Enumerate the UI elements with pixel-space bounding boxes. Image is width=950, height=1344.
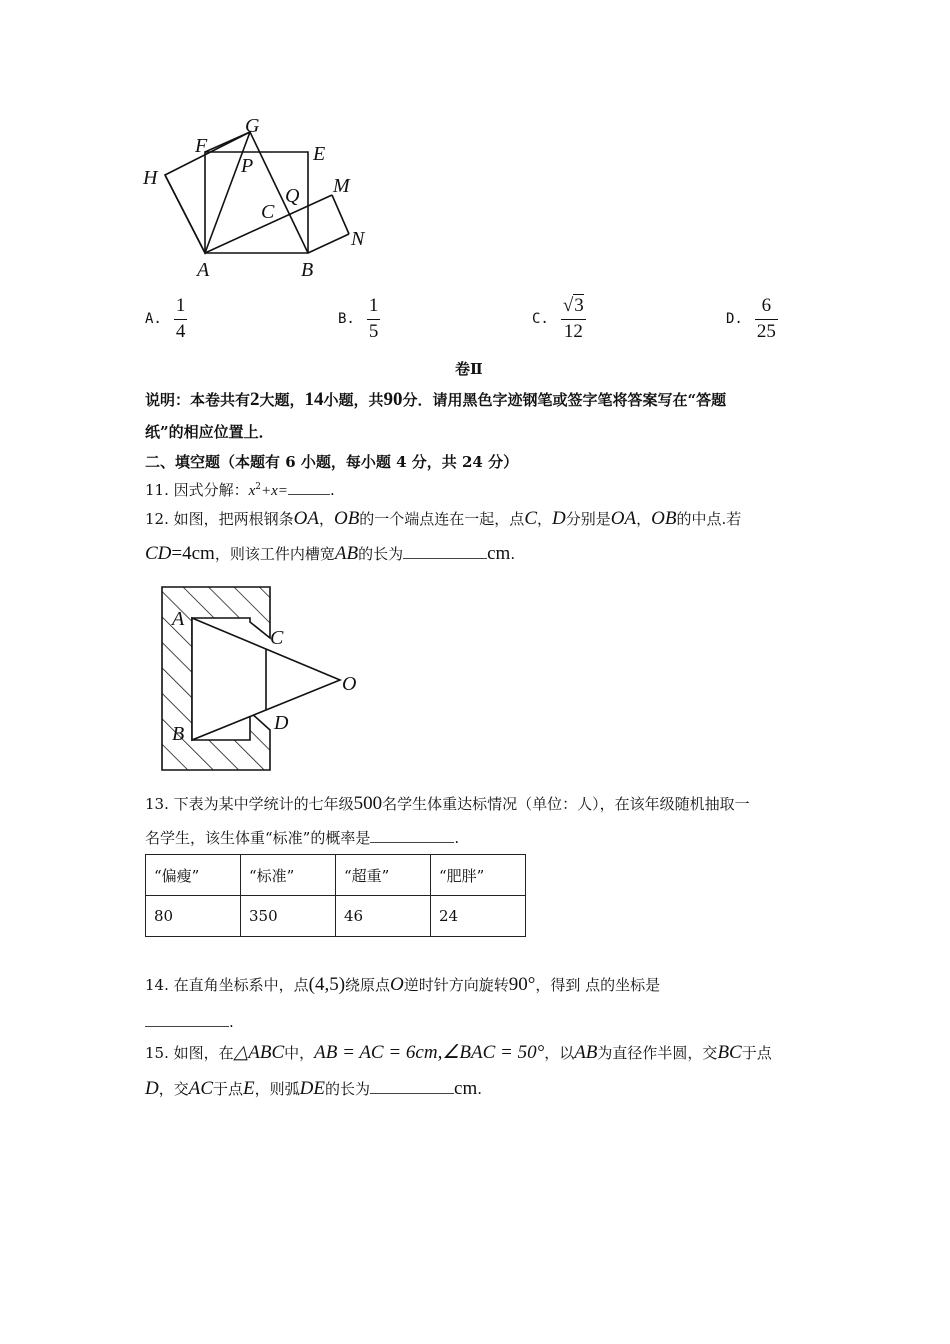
label-a: A: [197, 259, 210, 281]
label-c: C: [270, 627, 284, 649]
table-cell: 80: [146, 896, 241, 937]
label-h: H: [143, 167, 158, 189]
table-cell: 350: [241, 896, 336, 937]
option-a-fraction: $\frac{1}{4}$: [175, 295, 186, 342]
table-header-cell: “肥胖”: [431, 855, 526, 896]
answer-blank-11[interactable]: [288, 480, 330, 495]
label-p: P: [241, 155, 254, 177]
workpiece-figure: [150, 580, 370, 775]
option-c-fraction: $\frac{√3}{12}$: [562, 295, 584, 342]
radicand: 3: [574, 295, 584, 316]
question-13-line-1: 13. 下表为某中学统计的七年级500名学生体重达标情况（单位：人），在该年级随机抽取一: [145, 793, 750, 814]
option-b-fraction: $\frac{1}{5}$: [368, 295, 379, 342]
instructions-line-1: 说明：本卷共有2大题，14小题，共90分．请用黑色字迹钢笔或签字笔将答案写在“答题: [145, 389, 727, 410]
option-b-label: B.: [338, 311, 355, 328]
question-15-line-1: 15. 如图，在△ABC中，AB = AC = 6cm,∠BAC = 50°，以AB为直径作半圆，交BC于点: [145, 1042, 772, 1063]
answer-blank-15[interactable]: [370, 1079, 454, 1094]
option-c-label: C.: [532, 311, 549, 328]
label-d: D: [274, 712, 289, 734]
option-d-label: D.: [726, 311, 743, 328]
answer-blank-14[interactable]: [145, 1012, 229, 1027]
question-15-line-2: D，交AC于点E，则弧DE的长为 cm.: [145, 1078, 483, 1099]
question-14-line-2: .: [145, 1012, 234, 1031]
option-d-fraction: $\frac{6}{25}$: [756, 295, 776, 342]
weight-table: [145, 854, 526, 937]
label-m: M: [333, 175, 350, 197]
label-g: G: [245, 115, 260, 137]
label-e: E: [313, 143, 326, 165]
table-cell: 24: [431, 896, 526, 937]
geometry-figure-squares: [135, 110, 385, 285]
label-a: A: [172, 608, 185, 630]
answer-blank-13[interactable]: [370, 828, 454, 843]
part-title: 二、填空题（本题有 6 小题，每小题 4 分，共 24 分）: [145, 453, 519, 471]
option-d[interactable]: [726, 296, 778, 343]
option-c[interactable]: [532, 296, 586, 343]
section-title: 卷Ⅱ: [455, 360, 483, 378]
table-header-cell: “标准”: [241, 855, 336, 896]
label-b: B: [301, 259, 314, 281]
label-f: F: [195, 135, 208, 157]
option-a-label: A.: [145, 311, 162, 328]
label-b: B: [172, 723, 185, 745]
label-c: C: [261, 201, 275, 223]
table-header-cell: “偏瘦”: [146, 855, 241, 896]
instructions-line-2: 纸”的相应位置上．: [145, 423, 274, 441]
table-cell: 46: [336, 896, 431, 937]
question-14-line-1: 14. 在直角坐标系中，点(4,5)绕原点O逆时针方向旋转90°，得到 点的坐标是: [145, 974, 661, 995]
table-header-cell: “超重”: [336, 855, 431, 896]
question-11: 11. 因式分解：$x^2+x=$ .: [145, 481, 335, 499]
label-q: Q: [285, 185, 300, 207]
table-row: [146, 896, 526, 937]
question-12-line-2: CD=4cm，则该工件内槽宽AB的长为 cm.: [145, 543, 516, 564]
label-n: N: [351, 228, 365, 250]
question-13-line-2: 名学生，该生体重“标准”的概率是 .: [145, 829, 460, 847]
table-header-row: [146, 855, 526, 896]
answer-blank-12[interactable]: [403, 544, 487, 559]
question-12-line-1: 12. 如图，把两根钢条OA，OB的一个端点连在一起，点C，D分别是OA，OB的中点.若: [145, 508, 742, 529]
option-a[interactable]: [145, 296, 187, 343]
option-b[interactable]: [338, 296, 380, 343]
label-o: O: [342, 673, 357, 695]
